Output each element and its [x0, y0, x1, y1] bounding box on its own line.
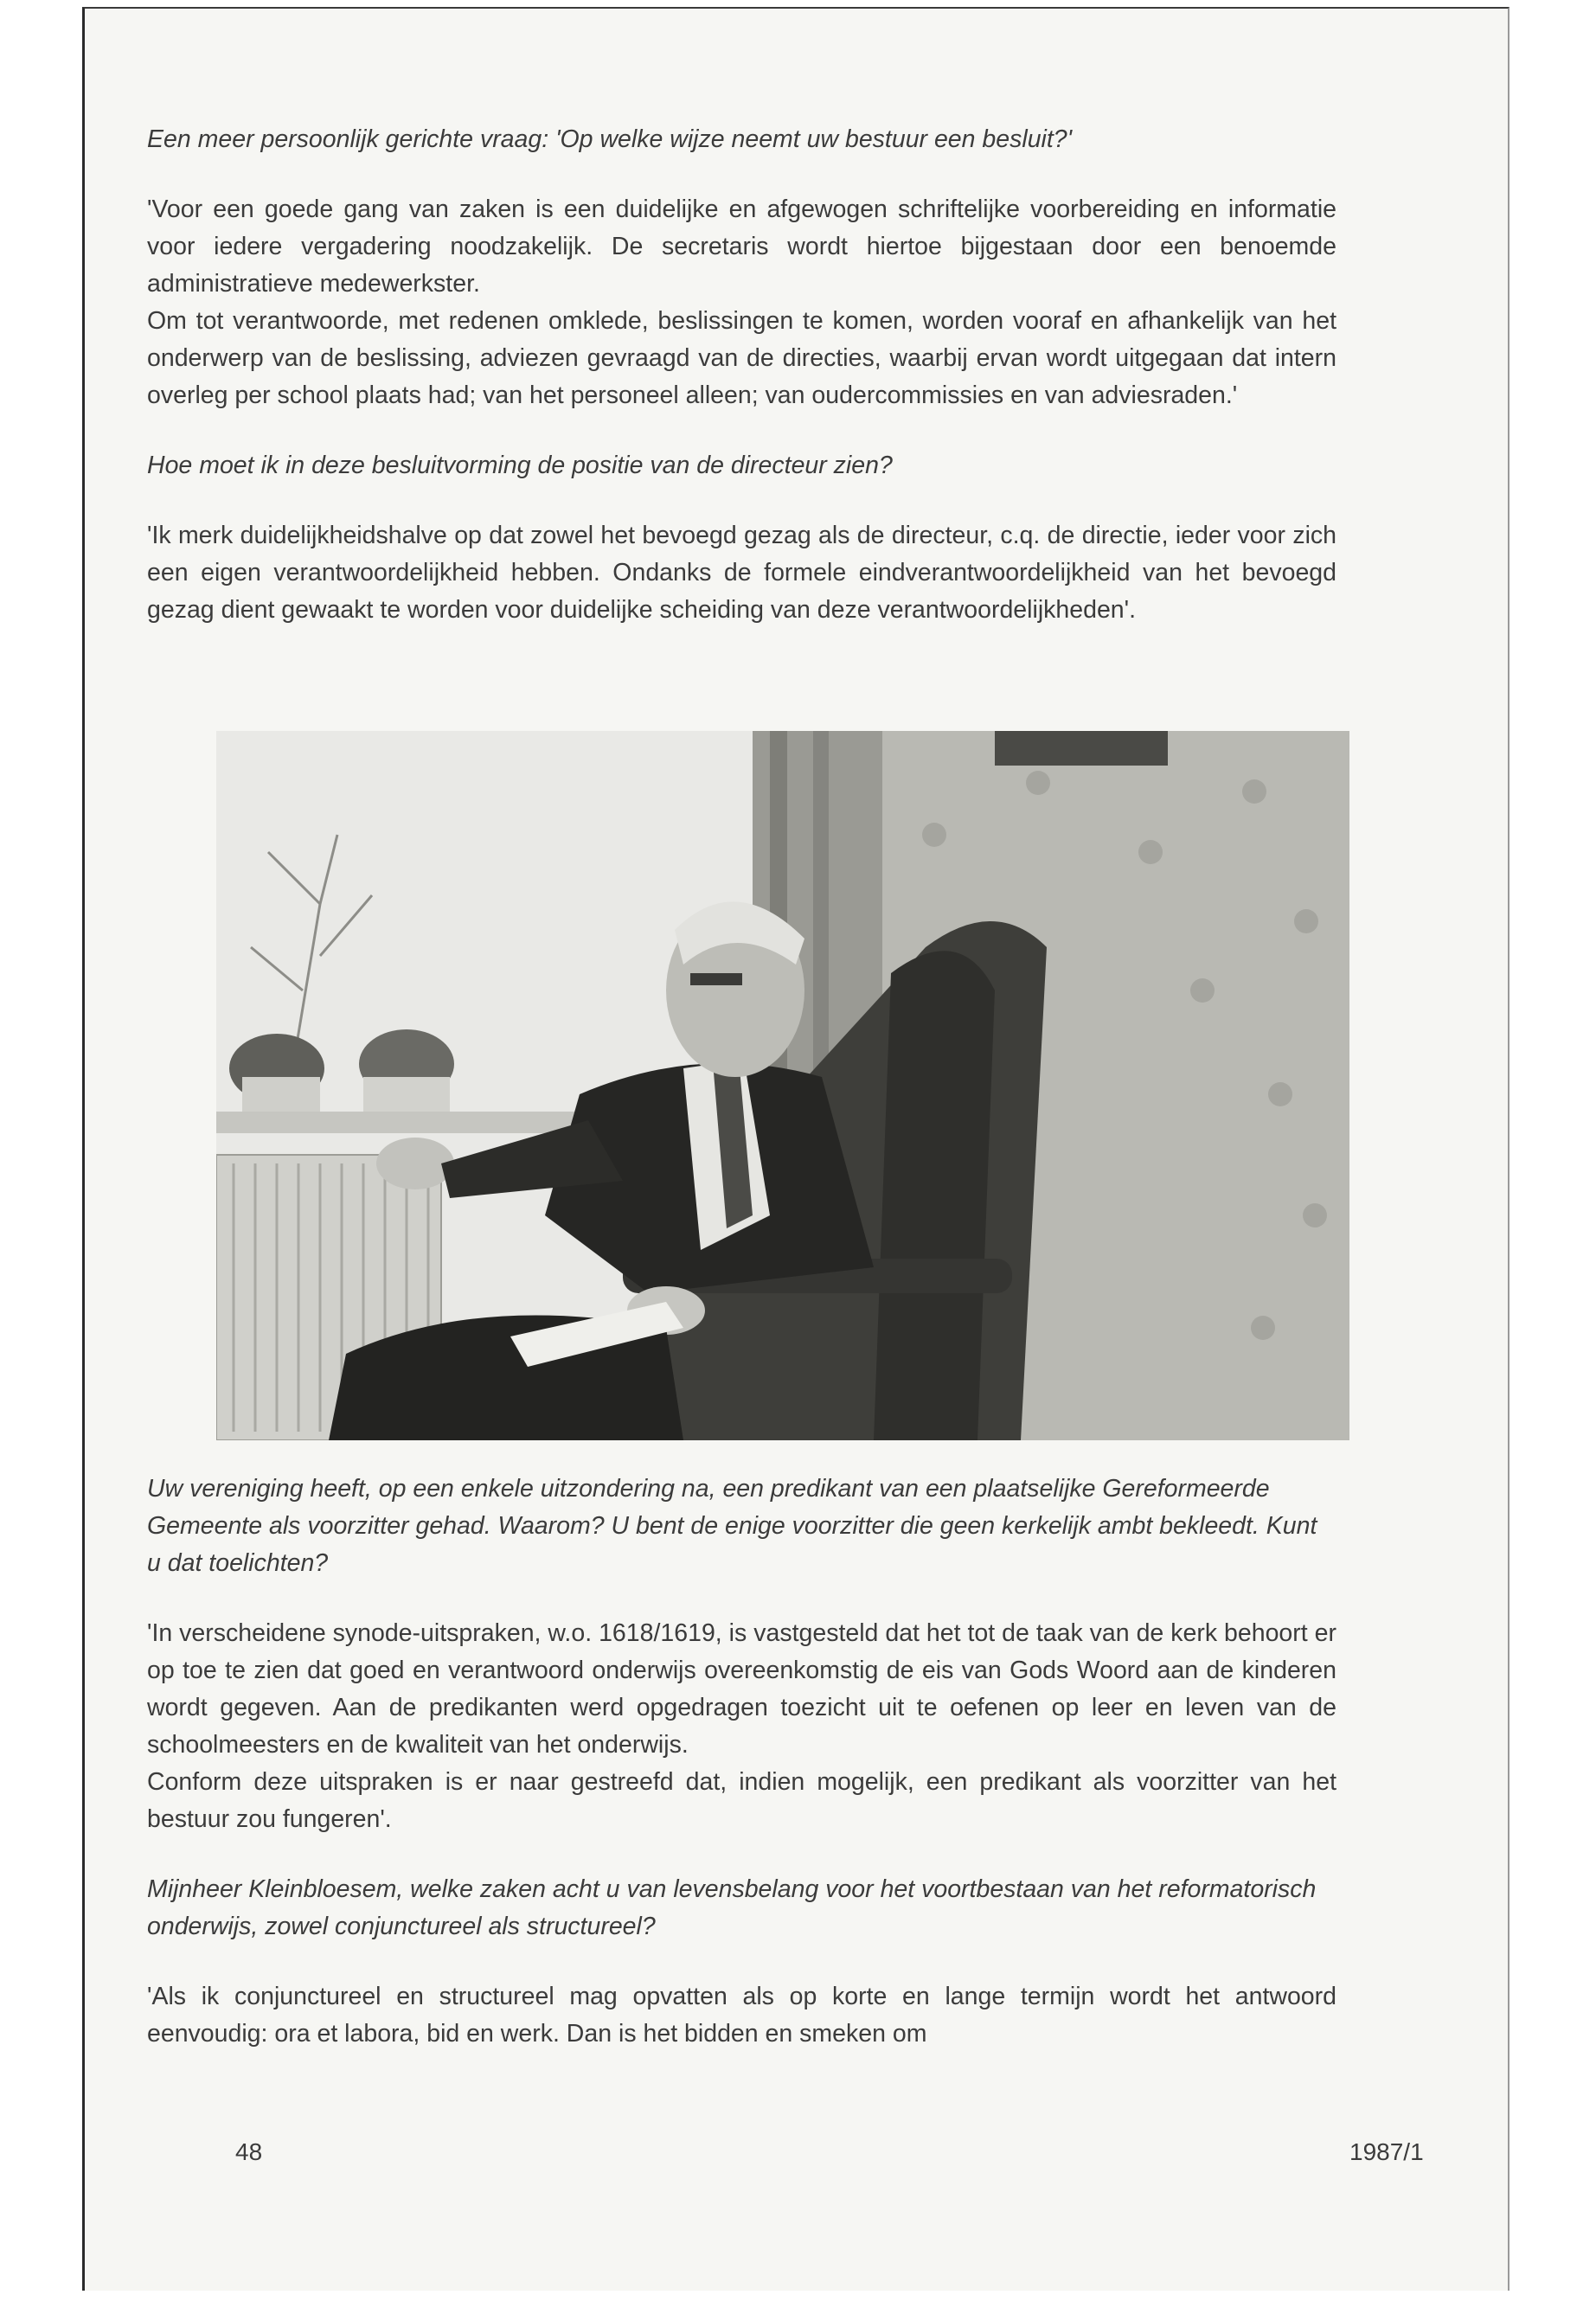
issue-number: 1987/1	[1349, 2138, 1424, 2165]
answer-1-paragraph-2: Om tot verantwoorde, met redenen omklede, beslissingen te komen, worden vooraf en afhankelijk van het onderwerp van de beslissing, adviezen gevraagd van de directies, waarbij ervan wordt uitgegaan dat intern overleg per school plaats had; van het personeel alleen; van oudercommissies en van adviesraden.'	[147, 307, 1336, 409]
answer-1	[147, 191, 1336, 414]
answer-4-paragraph: 'Als ik conjunctureel en structureel mag opvatten als op korte en lange termijn wordt het antwoord eenvoudig: ora et labora, bid en werk. Dan is het bidden en smeken om	[147, 1983, 1336, 2048]
answer-1-paragraph-1: 'Voor een goede gang van zaken is een duidelijke en afgewogen schriftelijke voorbereiding en informatie voor iedere vergadering noodzakelijk. De secretaris wordt hiertoe bijgestaan door een benoemde administratieve medewerkster.	[147, 195, 1336, 298]
answer-3-paragraph-2: Conform deze uitspraken is er naar gestreefd dat, indien mogelijk, een predikant als voorzitter van het bestuur zou fungeren'.	[147, 1768, 1336, 1833]
answer-4	[147, 1978, 1336, 2053]
page-number: 48	[235, 2138, 263, 2165]
answer-2	[147, 517, 1336, 629]
question-2: Hoe moet ik in deze besluitvorming de positie van de directeur zien?	[147, 452, 893, 479]
article-bottom	[147, 1471, 1336, 2086]
photo-illustration	[216, 731, 1349, 1440]
question-1: Een meer persoonlijk gerichte vraag: 'Op welke wijze neemt uw bestuur een besluit?'	[147, 125, 1073, 153]
answer-3	[147, 1615, 1336, 1838]
article-top	[147, 121, 1336, 662]
interview-photo	[216, 731, 1349, 1440]
question-3: Uw vereniging heeft, op een enkele uitzondering na, een predikant van een plaatselijke Gereformeerde Gemeente als voorzitter gehad. Waarom? U bent de enige voorzitter die geen kerkelijk ambt bekleedt. Kunt u dat toelichten?	[147, 1475, 1317, 1577]
answer-2-paragraph: 'Ik merk duidelijkheidshalve op dat zowel het bevoegd gezag als de directeur, c.q. de directie, ieder voor zich een eigen verantwoordelijkheid hebben. Ondanks de formele eindverantwoordelijkheid van het bevoegd gezag dient gewaakt te worden voor duidelijke scheiding van deze verantwoordelijkheden'.	[147, 522, 1336, 624]
answer-3-paragraph-1: 'In verscheidene synode-uitspraken, w.o. 1618/1619, is vastgesteld dat het tot de taak van de kerk behoort er op toe te zien dat goed en verantwoord onderwijs overeenkomstig de eis van Gods Woord aan de kinderen wordt gegeven. Aan de predikanten werd opgedragen toezicht uit te oefenen op leer en leven van de schoolmeesters en de kwaliteit van het onderwijs.	[147, 1619, 1336, 1759]
question-4: Mijnheer Kleinbloesem, welke zaken acht u van levensbelang voor het voortbestaan van het reformatorisch onderwijs, zowel conjunctureel als structureel?	[147, 1875, 1317, 1940]
